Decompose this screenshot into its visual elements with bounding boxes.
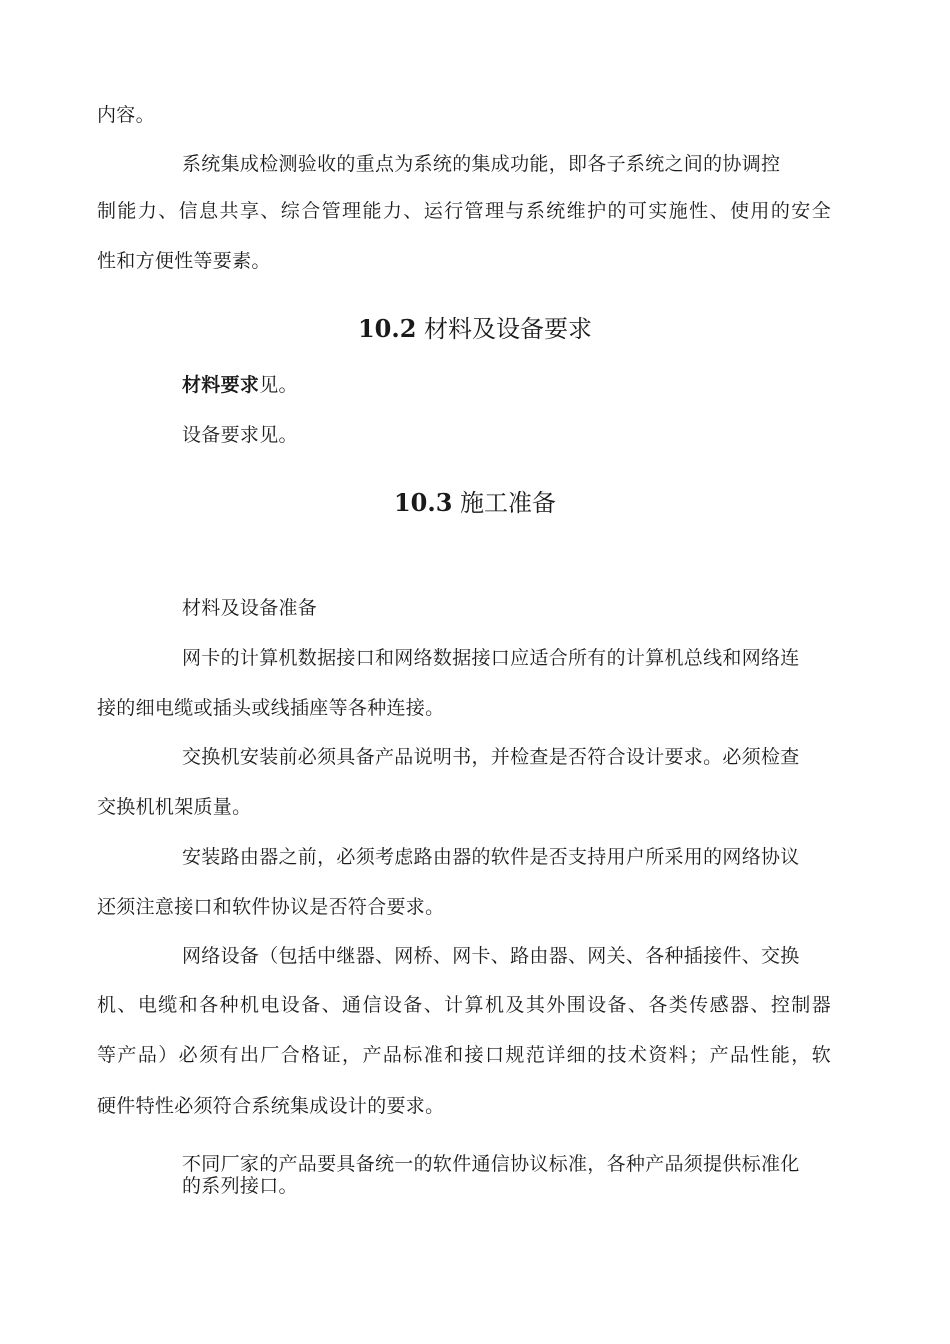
paragraph-line: 接的细电缆或插头或线插座等各种连接。: [97, 697, 445, 719]
materials-text: 见。: [259, 374, 298, 396]
section-title: 施工准备: [460, 489, 557, 517]
paragraph-line: 硬件特性必须符合系统集成设计的要求。: [97, 1095, 445, 1117]
paragraph-line: 安装路由器之前，必须考虑路由器的软件是否支持用户所采用的网络协议: [182, 846, 800, 868]
paragraph-line: 等产品）必须有出厂合格证，产品标准和接口规范详细的技术资料；产品性能，软: [97, 1044, 831, 1066]
paragraph-line: 不同厂家的产品要具备统一的软件通信协议标准，各种产品须提供标准化: [182, 1153, 800, 1175]
subheading: 材料及设备准备: [182, 597, 318, 619]
paragraph-line: 交换机安装前必须具备产品说明书，并检查是否符合设计要求。必须检查: [182, 746, 800, 768]
materials-label: 材料要求: [182, 374, 260, 396]
section-number: 10.3: [393, 488, 453, 517]
section-number: 10.2: [357, 314, 417, 343]
section-heading-10-3: [0, 488, 950, 518]
materials-requirement: [182, 373, 298, 397]
equipment-requirement: 设备要求见。: [182, 424, 298, 446]
section-title: 材料及设备要求: [424, 315, 593, 343]
paragraph-continuation: 内容。: [97, 104, 155, 126]
paragraph-line: 性和方便性等要素。: [97, 250, 271, 272]
paragraph-line: 的系列接口。: [182, 1175, 298, 1197]
paragraph-line: 网络设备（包括中继器、网桥、网卡、路由器、网关、各种插接件、交换: [182, 945, 800, 967]
section-heading-10-2: [0, 314, 950, 344]
paragraph-line: 还须注意接口和软件协议是否符合要求。: [97, 896, 445, 918]
paragraph-line: 机、电缆和各种机电设备、通信设备、计算机及其外围设备、各类传感器、控制器: [97, 994, 831, 1016]
paragraph-line: 制能力、信息共享、综合管理能力、运行管理与系统维护的可实施性、使用的安全: [97, 200, 831, 222]
paragraph-line: 网卡的计算机数据接口和网络数据接口应适合所有的计算机总线和网络连: [182, 647, 800, 669]
paragraph-line: 交换机机架质量。: [97, 796, 252, 818]
paragraph-line: 系统集成检测验收的重点为系统的集成功能，即各子系统之间的协调控: [182, 153, 781, 175]
